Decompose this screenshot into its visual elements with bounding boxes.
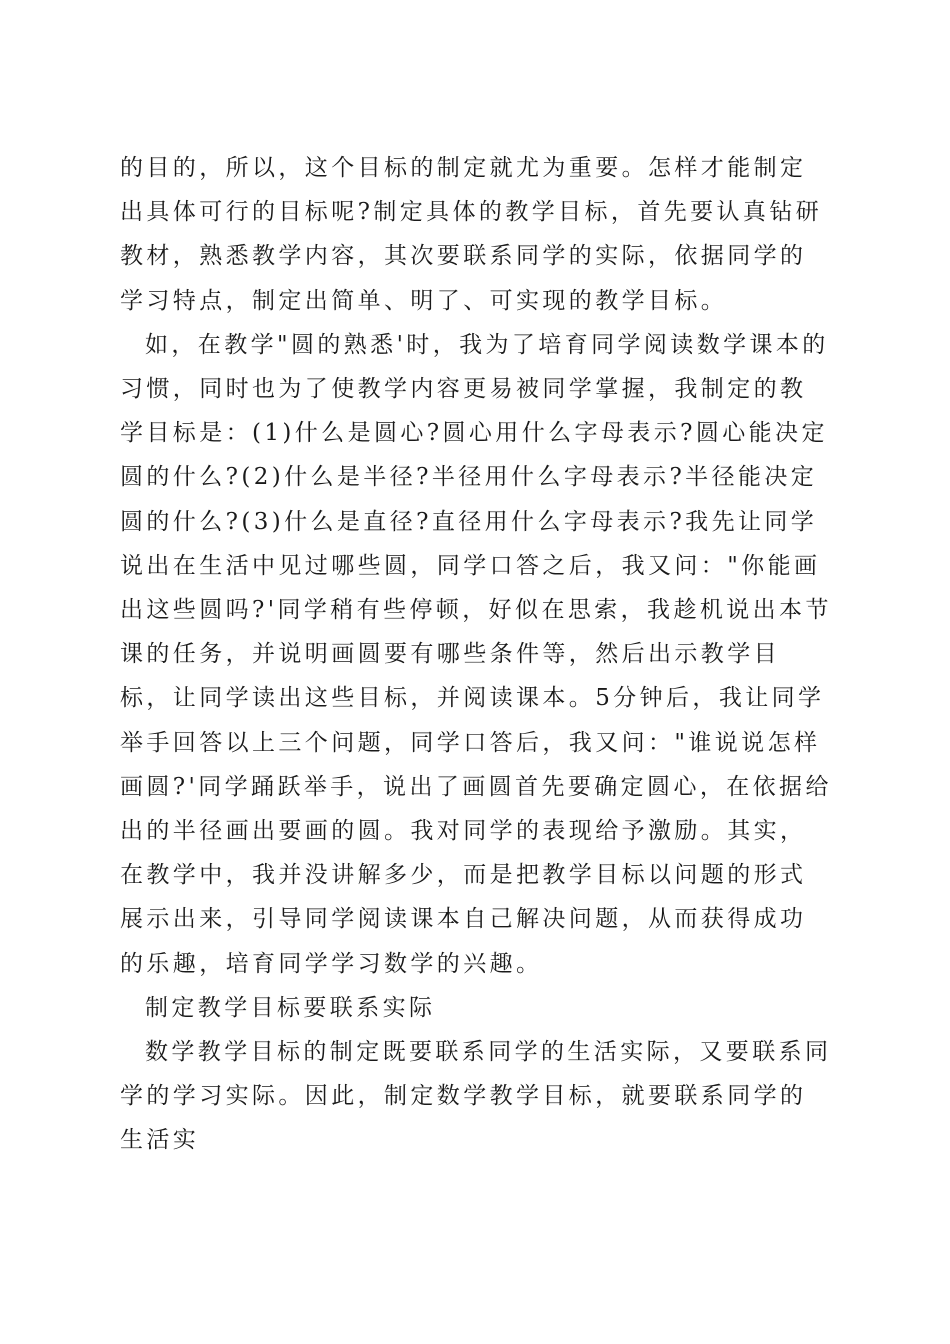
paragraph-example-circle: 如，在教学"圆的熟悉'时，我为了培育同学阅读数学课本的习惯，同时也为了使教学内容更易被同学掌握，我制定的教学目标是：(1)什么是圆心?圆心用什么字母表示?圆心能决定圆的什么?(2)什么是半径?半径用什么字母表示?半径能决定圆的什么?(3)什么是直径?直径用什么字母表示?我先让同学说出在生活中见过哪些圆，同学口答之后，我又问："你能画出这些圆吗?'同学稍有些停顿，好似在思索，我趁机说出本节课的任务，并说明画圆要有哪些条件等，然后出示教学目标，让同学读出这些目标，并阅读课本。5分钟后，我让同学举手回答以上三个问题，同学口答后，我又问："谁说说怎样画圆?'同学踊跃举手，说出了画圆首先要确定圆心，在依据给出的半径画出要画的圆。我对同学的表现给予激励。其实，在教学中，我并没讲解多少，而是把教学目标以问题的形式展示出来，引导同学阅读课本自己解决问题，从而获得成功的乐趣，培育同学学习数学的兴趣。 [120, 331, 832, 977]
document-body [120, 146, 832, 1163]
section-heading: 制定教学目标要联系实际 [145, 994, 436, 1021]
paragraph-section-intro: 数学教学目标的制定既要联系同学的生活实际，又要联系同学的学习实际。因此，制定数学教学目标，就要联系同学的生活实 [120, 1039, 832, 1154]
paragraph-continuation: 的目的，所以，这个目标的制定就尤为重要。怎样才能制定出具体可行的目标呢?制定具体的教学目标，首先要认真钻研教材，熟悉教学内容，其次要联系同学的实际，依据同学的学习特点，制定出简单、明了、可实现的教学目标。 [120, 155, 823, 314]
